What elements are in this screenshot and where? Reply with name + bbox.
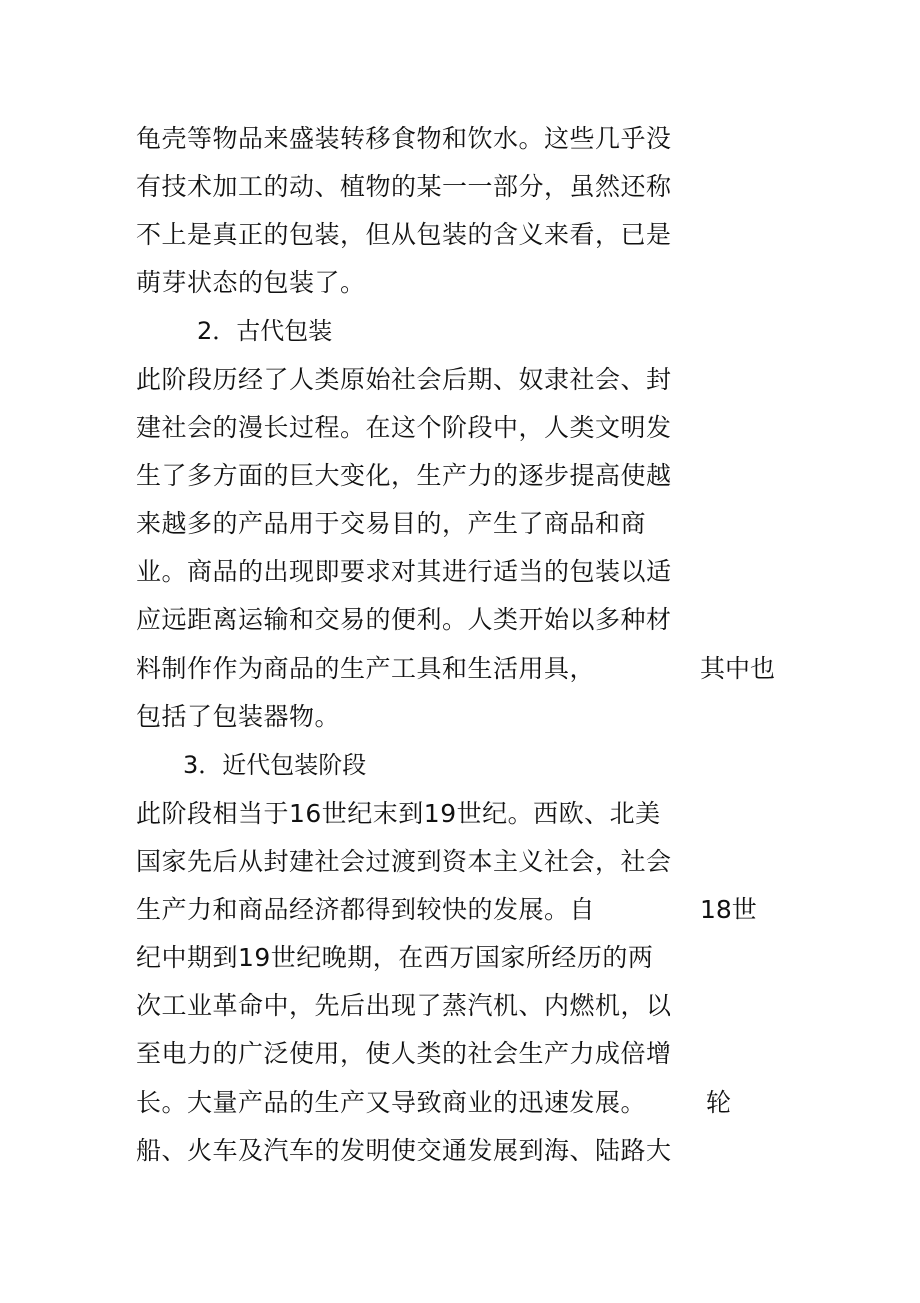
paragraph-line-tail: 18世 <box>700 895 757 924</box>
paragraph-line: 长。大量产品的生产又导致商业的迅速发展。 <box>136 1088 647 1117</box>
paragraph-line: 不上是真正的包装，但从包装的含义来看，已是 <box>136 220 672 249</box>
paragraph-line: 料制作作为商品的生产工具和生活用具， <box>136 654 596 683</box>
paragraph-line: 至电力的广泛使用，使人类的社会生产力成倍增 <box>136 1039 672 1068</box>
paragraph-line: 纪中期到19世纪晚期，在西万国家所经历的两 <box>136 943 654 972</box>
paragraph-line: 建社会的漫长过程。在这个阶段中，人类文明发 <box>136 413 672 442</box>
paragraph-line: 船、火车及汽车的发明使交通发展到海、陆路大 <box>136 1136 672 1165</box>
paragraph-line-tail: 轮 <box>706 1088 732 1117</box>
paragraph-line: 生产力和商品经济都得到较快的发展。自 <box>136 895 596 924</box>
paragraph-line: 包括了包装器物。 <box>136 702 341 731</box>
paragraph-line: 国家先后从封建社会过渡到资本主义社会，社会 <box>136 847 672 876</box>
paragraph-line: 业。商品的出现即要求对其进行适当的包装以适 <box>136 557 672 586</box>
section-heading-ancient-packaging: 2．古代包装 <box>197 317 333 345</box>
paragraph-line: 次工业革命中，先后出现了蒸汽机、内燃机，以 <box>136 991 672 1020</box>
paragraph-line: 萌芽状态的包装了。 <box>136 268 366 297</box>
paragraph-line: 此阶段相当于16世纪末到19世纪。西欧、北美 <box>136 799 661 828</box>
paragraph-line: 来越多的产品用于交易目的，产生了商品和商 <box>136 509 647 538</box>
paragraph-line: 生了多方面的巨大变化，生产力的逐步提高使越 <box>136 461 672 490</box>
paragraph-line-tail: 其中也 <box>700 654 776 683</box>
paragraph-line: 此阶段历经了人类原始社会后期、奴隶社会、封 <box>136 365 672 394</box>
paragraph-line: 龟壳等物品来盛装转移食物和饮水。这些几乎没 <box>136 124 672 153</box>
section-heading-modern-packaging: 3．近代包装阶段 <box>183 751 367 779</box>
paragraph-line: 有技术加工的动、植物的某一一部分，虽然还称 <box>136 172 672 201</box>
paragraph-line: 应远距离运输和交易的便利。人类开始以多种材 <box>136 605 672 634</box>
